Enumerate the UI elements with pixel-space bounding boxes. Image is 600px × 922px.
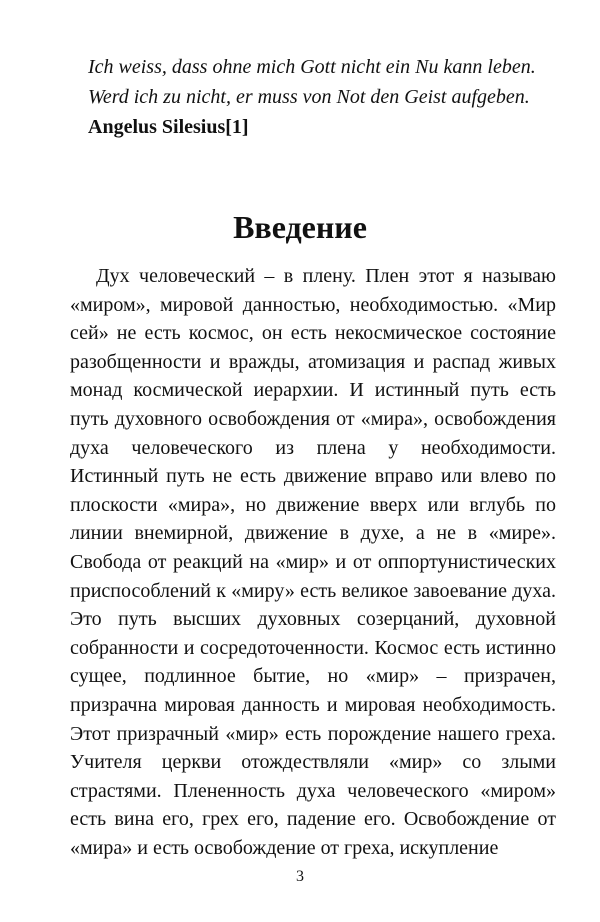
epigraph [70, 52, 556, 142]
epigraph-line-2: Werd ich zu nicht, er muss von Not den Geist aufgeben. [88, 86, 530, 108]
chapter-title: Введение [233, 209, 367, 245]
epigraph-line-1: Ich weiss, dass ohne mich Gott nicht ein Nu kann leben. [88, 56, 536, 78]
epigraph-author: Angelus Silesius[1] [88, 116, 249, 138]
page-number: 3 [296, 868, 304, 885]
body-paragraph: Дух человеческий – в плену. Плен этот я называю «миром», мировой данностью, необходимостью. «Мир сей» не есть космос, он есть некосмическое состояние разобщенности и вражды, атомизация и распад живых монад космической иерархии. И истинный путь есть путь духовного освобождения от «мира», освобождения духа человеческого из плена у необходимости. Истинный путь не есть движение вправо или влево по плоскости «мира», но движение вверх или вглубь по линии внемирной, движение в духе, а не в «мире». Свобода от реакций на «мир» и от оппортунистических приспособлений к «миру» есть великое завоевание духа. Это путь высших духовных созерцаний, духовной собранности и сосредоточенности. Космос есть истинно сущее, подлинное бытие, но «мир» – призрачен, призрачна мировая данность и мировая необходимость. Этот призрачный «мир» есть порождение нашего греха. Учителя церкви отождествляли «мир» со злыми страстями. Плененность духа человеческого «миром» есть вина его, грех его, падение его. Освобождение от «мира» и есть освобождение от греха, искупление [70, 265, 556, 859]
